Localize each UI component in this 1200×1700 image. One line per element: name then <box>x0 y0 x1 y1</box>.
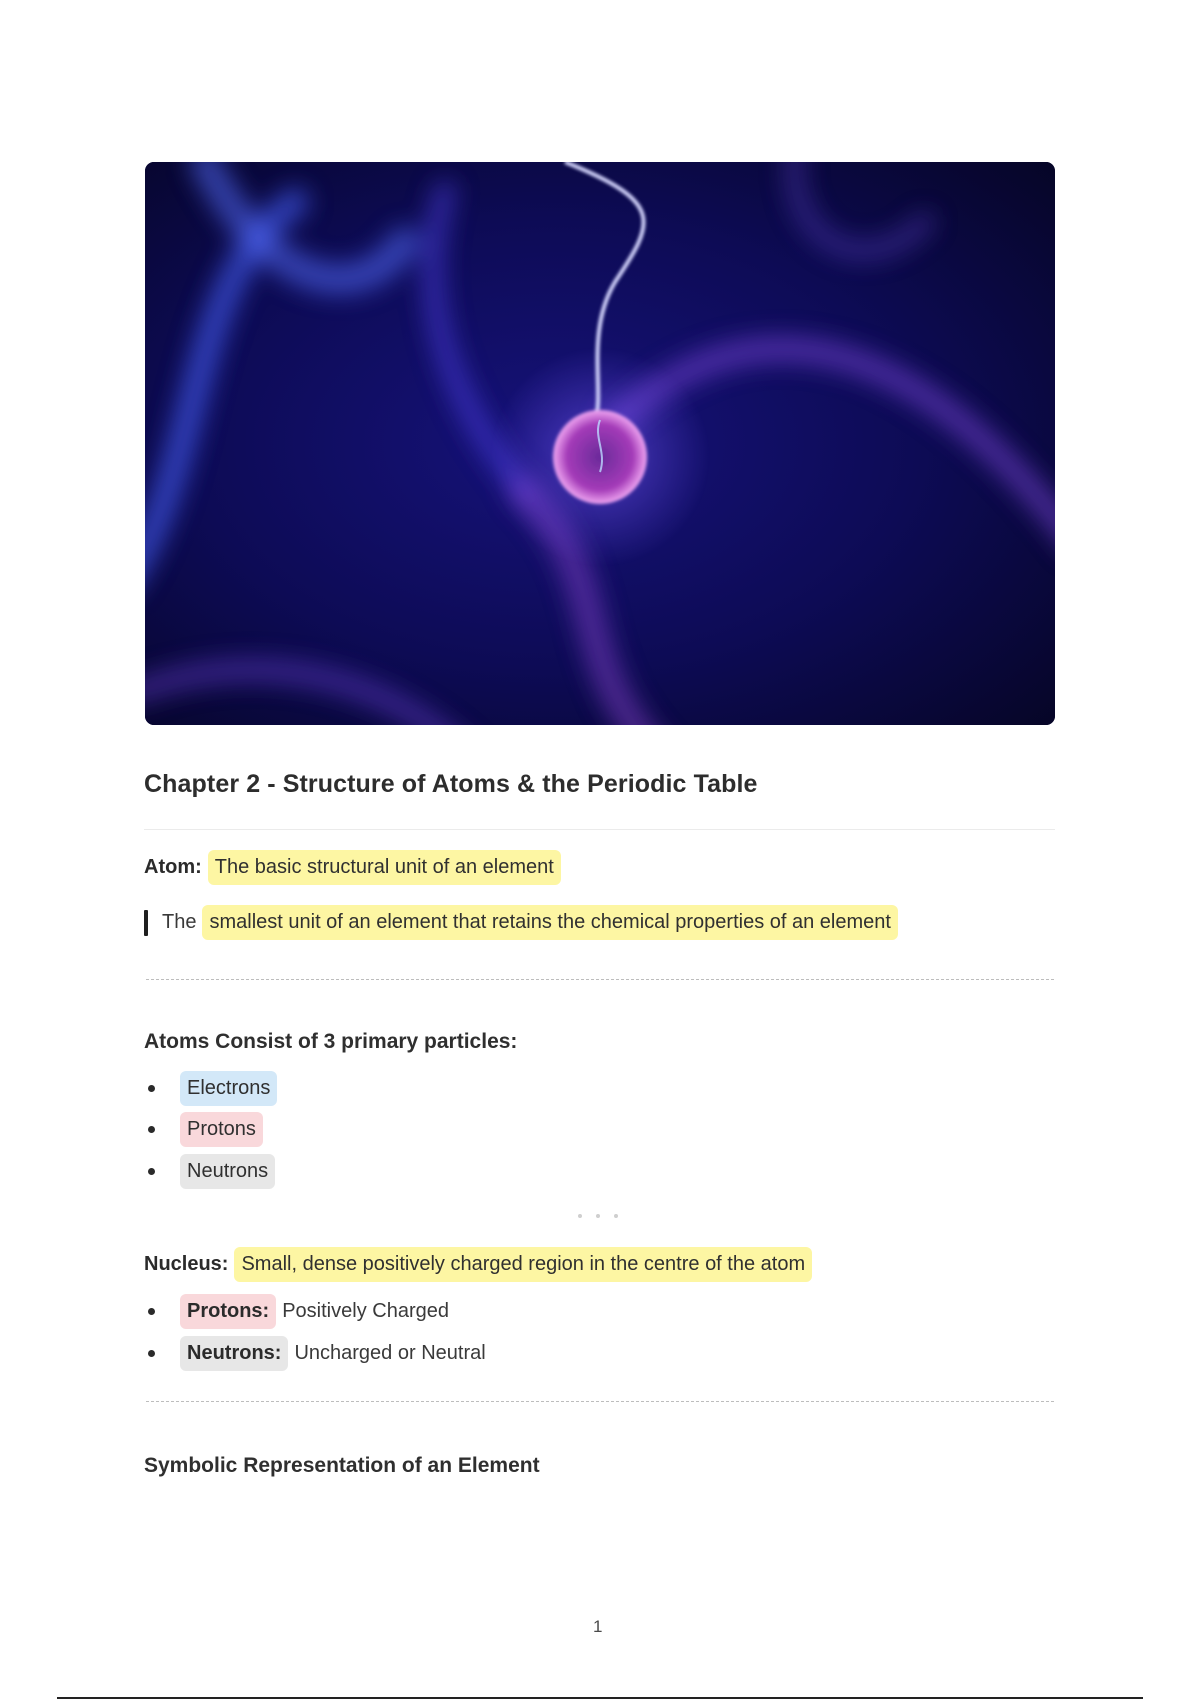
atom-quote <box>144 905 898 940</box>
quote-bar <box>144 910 148 936</box>
atom-definition: The basic structural unit of an element <box>208 850 561 885</box>
quote-prefix: The <box>162 911 197 933</box>
bullet-icon <box>148 1308 155 1315</box>
bullet-icon <box>148 1085 155 1092</box>
nucleus-definition-line <box>144 1247 812 1282</box>
bullet-icon <box>148 1168 155 1175</box>
list-item <box>144 1112 263 1147</box>
particle-protons: Protons <box>180 1112 263 1147</box>
bullet-icon <box>148 1350 155 1357</box>
plasma-ball-image <box>145 162 1055 725</box>
nucleus-protons-tag: Protons: <box>180 1294 276 1329</box>
nucleus-definition: Small, dense positively charged region in the centre of the atom <box>234 1247 812 1282</box>
atom-definition-line <box>144 850 561 885</box>
list-item <box>144 1154 275 1189</box>
particle-electrons: Electrons <box>180 1071 277 1106</box>
cover-image <box>145 162 1055 725</box>
particles-heading: Atoms Consist of 3 primary particles: <box>144 1030 518 1053</box>
bullet-icon <box>148 1126 155 1133</box>
list-item <box>144 1071 277 1106</box>
title-divider <box>144 829 1055 830</box>
quote-highlight: smallest unit of an element that retains the chemical properties of an element <box>202 905 897 940</box>
nucleus-protons-text: Positively Charged <box>282 1300 449 1322</box>
list-item <box>144 1336 486 1371</box>
list-item <box>144 1294 449 1329</box>
dots-divider <box>578 1214 618 1218</box>
page-number: 1 <box>593 1617 603 1636</box>
section-divider <box>146 1401 1054 1402</box>
page-title: Chapter 2 - Structure of Atoms & the Periodic Table <box>144 770 758 798</box>
symbolic-heading: Symbolic Representation of an Element <box>144 1454 540 1477</box>
section-divider <box>146 979 1054 980</box>
particle-neutrons: Neutrons <box>180 1154 275 1189</box>
nucleus-label: Nucleus: <box>144 1253 229 1275</box>
page-bottom-rule <box>57 1697 1143 1699</box>
nucleus-neutrons-text: Uncharged or Neutral <box>294 1342 486 1364</box>
atom-label: Atom: <box>144 856 202 878</box>
nucleus-neutrons-tag: Neutrons: <box>180 1336 288 1371</box>
